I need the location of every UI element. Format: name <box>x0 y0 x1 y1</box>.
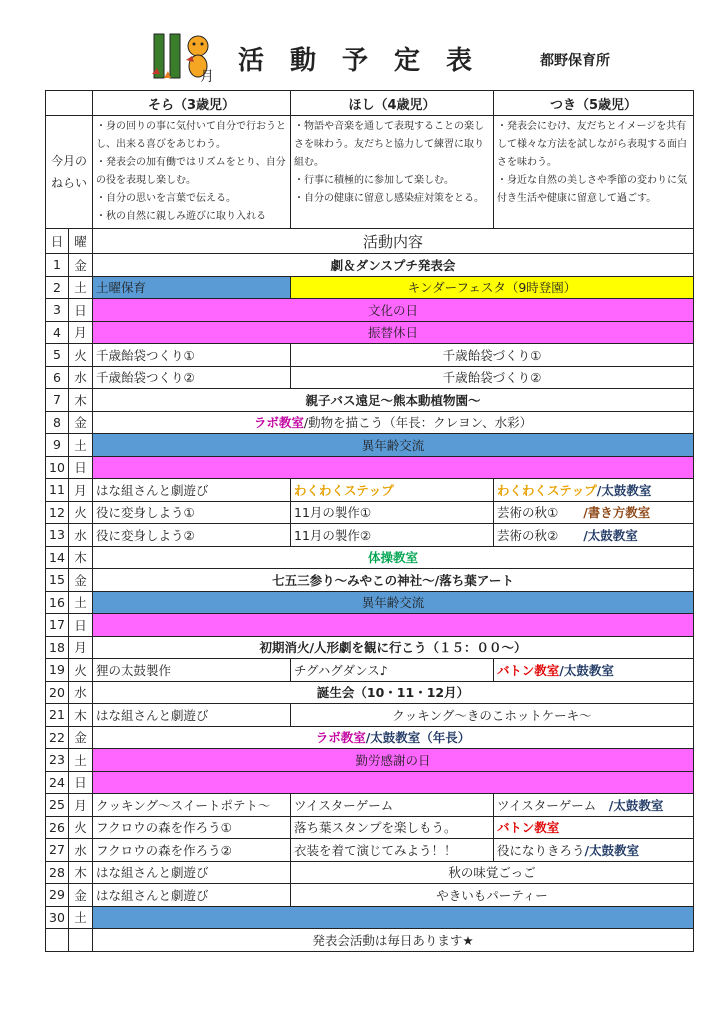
weekday: 金 <box>69 884 93 907</box>
aim-line: ・自分の健康に留意し感染症対策をとる。 <box>294 193 484 204</box>
activity-sora <box>93 344 291 367</box>
day-row <box>46 276 694 299</box>
weekday: 木 <box>69 704 93 727</box>
aims-label: 今月のねらい <box>46 116 93 229</box>
day-number: 17 <box>46 614 69 637</box>
activity-all <box>93 254 694 277</box>
activity-text: 11月の製作① <box>294 505 372 521</box>
day-row <box>46 884 694 907</box>
day-number: 2 <box>46 276 69 299</box>
day-row <box>46 591 694 614</box>
day-number: 1 <box>46 254 69 277</box>
aim-line: ・秋の自然に親しみ遊びに取り入れる <box>96 211 266 222</box>
activity-tsuki <box>494 839 694 862</box>
activity-sora <box>93 884 291 907</box>
activity-tsuki <box>494 524 694 547</box>
activity-hoshi <box>291 839 494 862</box>
day-number: 14 <box>46 546 69 569</box>
activity-text: ラボ教室 <box>253 415 304 431</box>
activity-text: 劇＆ダンスプチ発表会 <box>330 257 456 273</box>
aim-line: ・身近な自然の美しさや季節の変わりに気付き生活や健康に留意して過ごす。 <box>497 175 687 204</box>
day-number: 18 <box>46 636 69 659</box>
weekday: 日 <box>69 614 93 637</box>
day-number: 8 <box>46 411 69 434</box>
activity-text: 役に変身しよう② <box>96 527 195 543</box>
activity-text: 落ち葉スタンプを楽しもう。 <box>294 820 457 836</box>
day-row <box>46 704 694 727</box>
activity-text: フクロウの森を作ろう① <box>96 820 232 836</box>
activity-all <box>93 636 694 659</box>
weekday: 土 <box>69 906 93 929</box>
day-number: 19 <box>46 659 69 682</box>
day-number: 23 <box>46 749 69 772</box>
activity-sora <box>93 524 291 547</box>
activity-tsuki <box>494 479 694 502</box>
activity-tsuki <box>494 659 694 682</box>
header-blank <box>46 91 93 116</box>
day-row <box>46 906 694 929</box>
day-row <box>46 816 694 839</box>
weekday: 水 <box>69 366 93 389</box>
activity-text: ラボ教室 <box>315 730 366 746</box>
column-header-row <box>46 91 694 116</box>
activity-all <box>93 614 694 637</box>
activity-text: 衣装を着て演じてみよう！！ <box>294 842 457 858</box>
activity-text: はな組さんと劇遊び <box>96 865 209 881</box>
activity-sora <box>93 659 291 682</box>
day-row <box>46 299 694 322</box>
column-sora: そら（3歳児） <box>93 91 291 116</box>
activity-text: はな組さんと劇遊び <box>96 707 209 723</box>
activity-text: バトン教室 <box>497 662 560 678</box>
activity-text: 狸の太鼓製作 <box>96 662 172 678</box>
weekday: 水 <box>69 524 93 547</box>
activity-text: やきいもパーティー <box>436 887 548 903</box>
activity-text: 千歳飴袋つくり② <box>96 370 195 386</box>
weekday: 土 <box>69 434 93 457</box>
aim-line: ・発表会の加有働ではリズムをとり、自分の役を表現し楽しむ。 <box>96 157 286 186</box>
activity-hoshi <box>291 501 494 524</box>
activity-text: フクロウの森を作ろう② <box>96 842 232 858</box>
day-row <box>46 569 694 592</box>
activity-hoshi <box>291 659 494 682</box>
activity-sora <box>93 704 291 727</box>
activity-text: /太鼓教室 <box>583 527 638 543</box>
weekday-header: 曜 <box>69 229 93 254</box>
activity-text: 芸術の秋① <box>497 505 584 521</box>
activity-all <box>93 771 694 794</box>
day-number: 3 <box>46 299 69 322</box>
weekday: 金 <box>69 411 93 434</box>
day-row <box>46 524 694 547</box>
activity-all <box>93 434 694 457</box>
activity-text: クッキング～スイートポテト～ <box>96 797 271 813</box>
day-row <box>46 749 694 772</box>
activity-sora <box>93 794 291 817</box>
activity-text: 11月の製作② <box>294 527 372 543</box>
schedule-table <box>45 90 694 952</box>
weekday: 木 <box>69 389 93 412</box>
sub-header-row <box>46 229 694 254</box>
day-number: 6 <box>46 366 69 389</box>
activity-text: 役に変身しよう① <box>96 505 195 521</box>
aims-row <box>46 116 694 229</box>
activity-sora <box>93 501 291 524</box>
activity-sora <box>93 366 291 389</box>
activity-all <box>93 906 694 929</box>
weekday: 火 <box>69 501 93 524</box>
activity-text: 誕生会（10・11・12月） <box>316 685 470 701</box>
activity-text: チグハグダンス♪ <box>294 662 388 678</box>
activity-hoshi-tsuki <box>291 884 694 907</box>
activity-text: /太鼓教室 <box>608 797 664 813</box>
column-hoshi: ほし（4歳児） <box>291 91 494 116</box>
activity-text: 土曜保育 <box>96 280 147 296</box>
day-number: 11 <box>46 479 69 502</box>
activity-hoshi <box>291 524 494 547</box>
activity-all <box>93 726 694 749</box>
activity-text: わくわくステップ <box>294 482 394 498</box>
activity-text: 芸術の秋② <box>497 527 584 543</box>
aim-line: ・自分の思いを言葉で伝える。 <box>96 193 236 204</box>
day-number: 7 <box>46 389 69 412</box>
activity-hoshi-tsuki <box>291 344 694 367</box>
day-number: 30 <box>46 906 69 929</box>
day-number: 9 <box>46 434 69 457</box>
weekday: 日 <box>69 771 93 794</box>
weekday: 金 <box>69 569 93 592</box>
activity-tsuki <box>494 794 694 817</box>
activity-text: /書き方教室 <box>583 505 651 521</box>
day-number: 13 <box>46 524 69 547</box>
day-number: 25 <box>46 794 69 817</box>
weekday: 水 <box>69 681 93 704</box>
day-row <box>46 254 694 277</box>
day-row <box>46 411 694 434</box>
activity-all <box>93 546 694 569</box>
activity-hoshi-tsuki <box>291 861 694 884</box>
activity-tsuki <box>494 816 694 839</box>
weekday: 木 <box>69 546 93 569</box>
activity-text: /太鼓教室 <box>584 842 640 858</box>
weekday: 月 <box>69 321 93 344</box>
day-row <box>46 771 694 794</box>
activity-all <box>93 321 694 344</box>
day-number: 28 <box>46 861 69 884</box>
activity-tsuki <box>494 501 694 524</box>
weekday: 月 <box>69 479 93 502</box>
footer-note: 発表会活動は毎日あります★ <box>93 929 694 952</box>
day-number: 22 <box>46 726 69 749</box>
activity-text: 千歳飴袋づくり① <box>442 347 542 363</box>
day-number: 20 <box>46 681 69 704</box>
footer-blank <box>46 929 69 952</box>
day-row <box>46 681 694 704</box>
activity-text: バトン教室 <box>497 820 560 836</box>
day-number: 27 <box>46 839 69 862</box>
activity-text: 親子バス遠足～熊本動植物園～ <box>305 392 481 408</box>
day-row <box>46 861 694 884</box>
day-number: 16 <box>46 591 69 614</box>
weekday: 日 <box>69 456 93 479</box>
day-header: 日 <box>46 229 69 254</box>
page-header <box>0 0 724 90</box>
aims-sora <box>93 116 291 229</box>
aim-line: ・発表会にむけ、友だちとイメージを共有して様々な方法を試しながら表現する面白さを味わう。 <box>497 121 687 168</box>
activity-text: 体操教室 <box>367 550 418 566</box>
day-number: 15 <box>46 569 69 592</box>
activity-all <box>93 299 694 322</box>
activity-text: 千歳飴袋づくり② <box>442 370 542 386</box>
weekday: 木 <box>69 861 93 884</box>
weekday: 火 <box>69 816 93 839</box>
aims-tsuki <box>494 116 694 229</box>
activity-text: /太鼓教室（年長） <box>365 730 471 746</box>
activity-text: 振替休日 <box>367 325 418 341</box>
aim-line: ・行事に積極的に参加して楽しむ。 <box>294 175 454 186</box>
day-row <box>46 344 694 367</box>
weekday: 土 <box>69 749 93 772</box>
weekday: 金 <box>69 254 93 277</box>
activity-text: /太鼓教室 <box>596 482 652 498</box>
activity-hoshi <box>291 816 494 839</box>
weekday: 金 <box>69 726 93 749</box>
activity-text: 千歳飴袋つくり① <box>96 347 195 363</box>
activity-text: 初期消火/人形劇を観に行こう（１５：００～） <box>259 640 527 656</box>
activity-hoshi-tsuki <box>291 704 694 727</box>
day-row <box>46 546 694 569</box>
day-number: 26 <box>46 816 69 839</box>
day-number: 24 <box>46 771 69 794</box>
day-number: 12 <box>46 501 69 524</box>
activity-text: /動物を描こう（年長：クレヨン、水彩） <box>303 415 533 431</box>
activity-text: 七五三参り～みやこの神社～/落ち葉アート <box>272 572 514 588</box>
activity-sora <box>93 276 291 299</box>
activity-hoshi-tsuki <box>291 276 694 299</box>
activity-text: 秋の味覚ごっご <box>448 865 536 881</box>
activity-text: 役になりきろう <box>497 842 585 858</box>
activity-text: 異年齢交流 <box>361 437 425 453</box>
day-row <box>46 479 694 502</box>
activity-text: はな組さんと劇遊び <box>96 887 209 903</box>
activity-text: わくわくステップ <box>497 482 597 498</box>
aim-line: ・身の回りの事に気付いて自分で行おうとし、出来る喜びをあじわう。 <box>96 121 286 150</box>
day-row <box>46 434 694 457</box>
content-header: 活動内容 <box>93 229 694 254</box>
weekday: 土 <box>69 276 93 299</box>
activity-sora <box>93 839 291 862</box>
day-row <box>46 456 694 479</box>
weekday: 火 <box>69 344 93 367</box>
activity-text: 文化の日 <box>367 302 418 318</box>
activity-hoshi <box>291 794 494 817</box>
activity-text: クッキング～きのこホットケーキ～ <box>392 707 592 723</box>
activity-hoshi-tsuki <box>291 366 694 389</box>
activity-text: キンダーフェスタ（9時登園） <box>407 280 577 296</box>
day-row <box>46 366 694 389</box>
weekday: 土 <box>69 591 93 614</box>
column-tsuki: つき（5歳児） <box>494 91 694 116</box>
day-row <box>46 659 694 682</box>
activity-text: 勤労感謝の日 <box>355 752 431 768</box>
footer-row <box>46 929 694 952</box>
day-number: 21 <box>46 704 69 727</box>
aims-hoshi <box>291 116 494 229</box>
weekday: 月 <box>69 636 93 659</box>
aim-line: ・物語や音楽を通して表現することの楽しさを味わう。友だちと協力して練習に取り組む。 <box>294 121 484 168</box>
activity-sora <box>93 816 291 839</box>
day-number: 10 <box>46 456 69 479</box>
activity-sora <box>93 479 291 502</box>
day-row <box>46 839 694 862</box>
activity-text: /太鼓教室 <box>559 662 614 678</box>
weekday: 火 <box>69 659 93 682</box>
activity-text: ツイスターゲーム <box>294 797 394 813</box>
footer-blank <box>69 929 93 952</box>
day-row <box>46 501 694 524</box>
weekday: 日 <box>69 299 93 322</box>
activity-all <box>93 591 694 614</box>
day-number: 5 <box>46 344 69 367</box>
activity-sora <box>93 861 291 884</box>
weekday: 水 <box>69 839 93 862</box>
day-row <box>46 636 694 659</box>
month-char: 月 <box>200 69 214 85</box>
day-row <box>46 726 694 749</box>
day-row <box>46 321 694 344</box>
page-title: 活動予定表 <box>238 46 499 76</box>
day-number: 29 <box>46 884 69 907</box>
day-row <box>46 614 694 637</box>
activity-text: はな組さんと劇遊び <box>96 482 209 498</box>
activity-all <box>93 389 694 412</box>
activity-all <box>93 456 694 479</box>
weekday: 月 <box>69 794 93 817</box>
activity-all <box>93 681 694 704</box>
activity-all <box>93 749 694 772</box>
organization-name: 都野保育所 <box>540 53 610 69</box>
activity-text: 異年齢交流 <box>361 595 425 611</box>
activity-all <box>93 411 694 434</box>
activity-all <box>93 569 694 592</box>
activity-hoshi <box>291 479 494 502</box>
day-row <box>46 389 694 412</box>
activity-text: ツイスターゲーム <box>497 797 609 813</box>
day-number: 4 <box>46 321 69 344</box>
day-row <box>46 794 694 817</box>
